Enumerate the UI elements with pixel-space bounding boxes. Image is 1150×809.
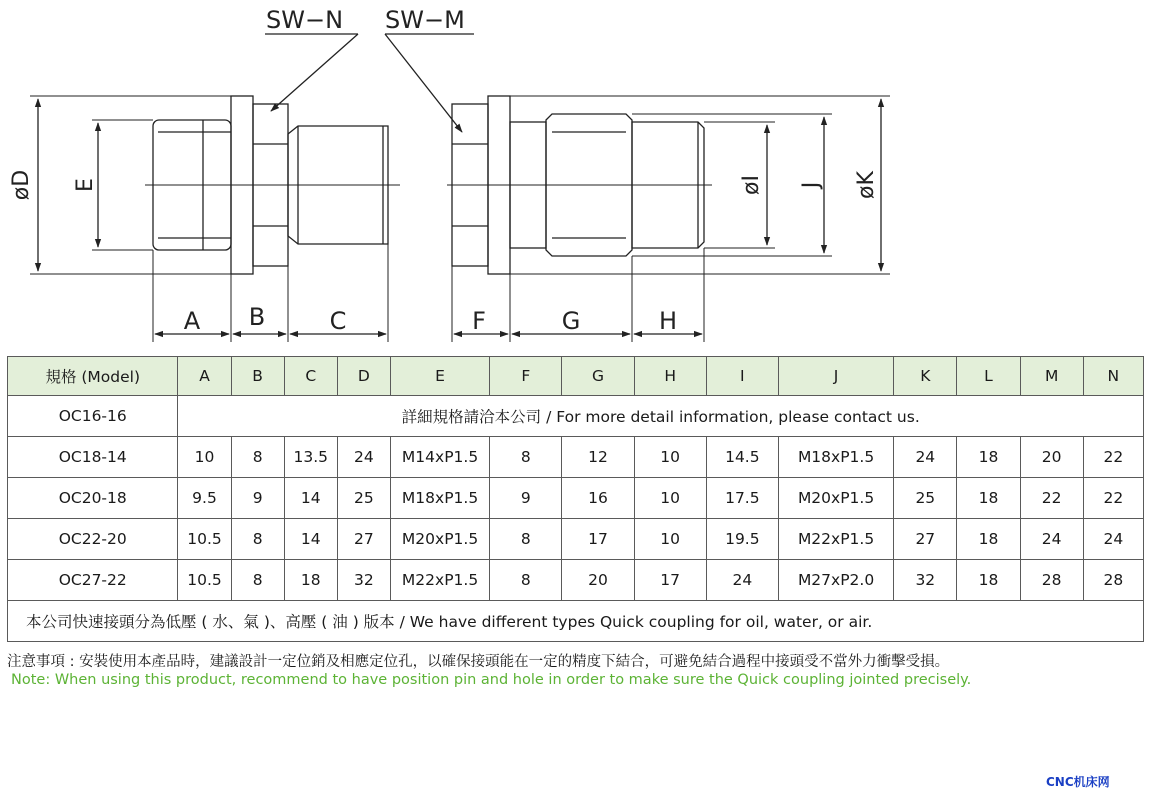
value-cell: 22 [1083, 437, 1143, 478]
value-cell: 14.5 [706, 437, 778, 478]
table-row [8, 437, 1144, 478]
header-cell: N [1083, 357, 1143, 396]
version-note-cell: 本公司快速接頭分為低壓 ( 水、氣 )、高壓 ( 油 ) 版本 / We have different types Quick coupling for oil, water, or air. [8, 601, 1144, 642]
value-cell: 8 [231, 437, 284, 478]
spec-table [7, 356, 1144, 642]
value-cell: M22xP1.5 [778, 519, 893, 560]
value-cell: 17 [634, 560, 706, 601]
contact-note-cell: 詳細規格請洽本公司 / For more detail information, please contact us. [178, 396, 1144, 437]
header-cell: D [337, 357, 390, 396]
table-row [8, 478, 1144, 519]
value-cell: 9.5 [178, 478, 231, 519]
model-cell: OC16-16 [8, 396, 178, 437]
value-cell: 8 [490, 560, 562, 601]
value-cell: 16 [562, 478, 634, 519]
header-cell: I [706, 357, 778, 396]
value-cell: 24 [1083, 519, 1143, 560]
value-cell: M27xP2.0 [778, 560, 893, 601]
value-cell: 19.5 [706, 519, 778, 560]
value-cell: 18 [957, 519, 1020, 560]
model-cell: OC18-14 [8, 437, 178, 478]
value-cell: 8 [231, 560, 284, 601]
installation-note-zh: 注意事項 : 安裝使用本產品時，建議設計一定位銷及相應定位孔，以確保接頭能在一定的精度下結合，可避免結合過程中接頭受不當外力衝擊受損。 [7, 654, 950, 670]
value-cell: 25 [337, 478, 390, 519]
value-cell: 22 [1083, 478, 1143, 519]
header-cell: A [178, 357, 231, 396]
value-cell: 8 [231, 519, 284, 560]
table-header-row [8, 357, 1144, 396]
dim-e-label: E [73, 178, 98, 192]
value-cell: M18xP1.5 [390, 478, 489, 519]
value-cell: 27 [337, 519, 390, 560]
value-cell: 28 [1083, 560, 1143, 601]
value-cell: 10.5 [178, 560, 231, 601]
value-cell: 14 [284, 478, 337, 519]
value-cell: 20 [562, 560, 634, 601]
header-cell: E [390, 357, 489, 396]
value-cell: 10.5 [178, 519, 231, 560]
dim-f-label: F [472, 307, 486, 335]
value-cell: 20 [1020, 437, 1083, 478]
value-cell: 18 [284, 560, 337, 601]
value-cell: 8 [490, 519, 562, 560]
value-cell: 10 [178, 437, 231, 478]
value-cell: 10 [634, 437, 706, 478]
header-cell: B [231, 357, 284, 396]
value-cell: 24 [1020, 519, 1083, 560]
value-cell: 10 [634, 519, 706, 560]
header-cell: G [562, 357, 634, 396]
value-cell: M20xP1.5 [778, 478, 893, 519]
dim-a-label: A [183, 307, 201, 335]
value-cell: M20xP1.5 [390, 519, 489, 560]
value-cell: 9 [231, 478, 284, 519]
table-footer-row [8, 601, 1144, 642]
dim-b-label: B [248, 303, 266, 331]
dim-h-label: H [658, 307, 678, 335]
header-cell: L [957, 357, 1020, 396]
value-cell: 24 [706, 560, 778, 601]
value-cell: M18xP1.5 [778, 437, 893, 478]
value-cell: 17 [562, 519, 634, 560]
technical-drawing [0, 0, 1150, 350]
header-cell: C [284, 357, 337, 396]
value-cell: M22xP1.5 [390, 560, 489, 601]
dim-g-label: G [561, 307, 581, 335]
value-cell: 27 [894, 519, 957, 560]
table-row [8, 396, 1144, 437]
value-cell: 14 [284, 519, 337, 560]
value-cell: M14xP1.5 [390, 437, 489, 478]
sw-m-label: SW−M [385, 6, 465, 34]
table-row [8, 560, 1144, 601]
value-cell: 22 [1020, 478, 1083, 519]
value-cell: 12 [562, 437, 634, 478]
header-cell: H [634, 357, 706, 396]
value-cell: 18 [957, 560, 1020, 601]
value-cell: 9 [490, 478, 562, 519]
value-cell: 32 [894, 560, 957, 601]
value-cell: 32 [337, 560, 390, 601]
site-watermark: CNC机床网 [1046, 775, 1110, 789]
dim-d-label: øD [9, 169, 34, 201]
value-cell: 24 [337, 437, 390, 478]
dim-k-label: øK [854, 171, 879, 199]
header-cell: F [490, 357, 562, 396]
header-cell: M [1020, 357, 1083, 396]
value-cell: 24 [894, 437, 957, 478]
dim-c-label: C [329, 307, 347, 335]
value-cell: 18 [957, 478, 1020, 519]
dim-j-label: J [799, 181, 824, 189]
value-cell: 8 [490, 437, 562, 478]
table-row [8, 519, 1144, 560]
header-cell: K [894, 357, 957, 396]
value-cell: 10 [634, 478, 706, 519]
installation-note-en: Note: When using this product, recommend to have position pin and hole in order to make sure the Quick coupling jointed precisely. [11, 672, 972, 688]
sw-n-label: SW−N [266, 6, 344, 34]
value-cell: 25 [894, 478, 957, 519]
header-cell: 規格 (Model) [8, 357, 178, 396]
value-cell: 18 [957, 437, 1020, 478]
header-cell: J [778, 357, 893, 396]
model-cell: OC20-18 [8, 478, 178, 519]
model-cell: OC27-22 [8, 560, 178, 601]
value-cell: 17.5 [706, 478, 778, 519]
dim-i-label: øI [739, 175, 764, 195]
value-cell: 13.5 [284, 437, 337, 478]
value-cell: 28 [1020, 560, 1083, 601]
model-cell: OC22-20 [8, 519, 178, 560]
